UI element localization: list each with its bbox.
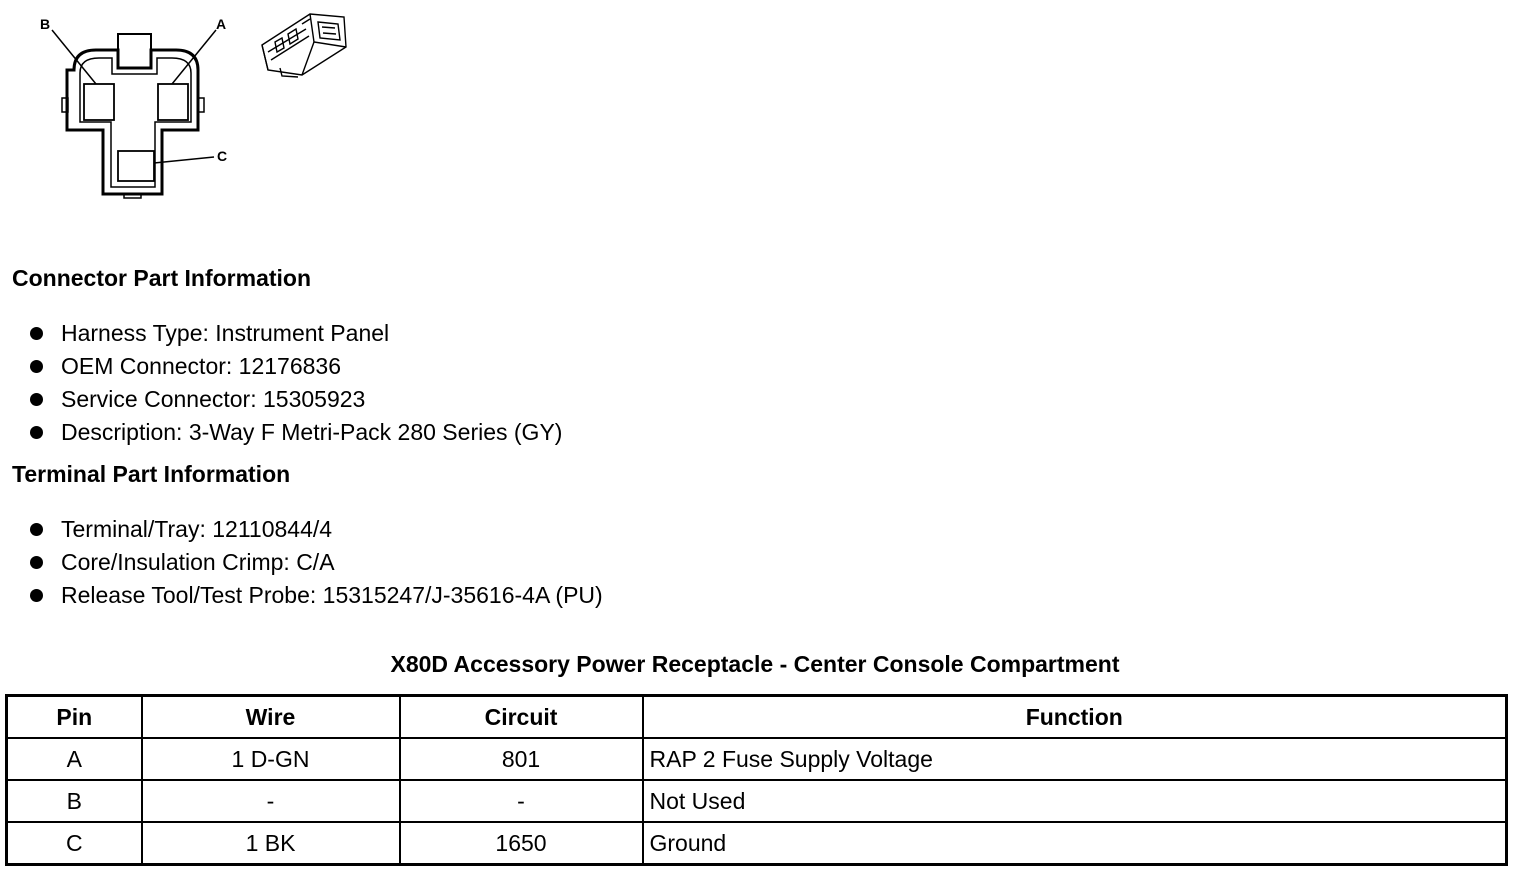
cell-circuit: 801 (400, 738, 643, 780)
cell-function: Not Used (643, 780, 1507, 822)
pin-label-c: C (217, 148, 228, 164)
list-item: Service Connector: 15305923 (30, 385, 562, 418)
connector-part-info-heading: Connector Part Information (12, 265, 312, 291)
cell-wire: 1 BK (142, 822, 400, 865)
list-item: OEM Connector: 12176836 (30, 352, 562, 385)
cell-circuit: - (400, 780, 643, 822)
table-row (7, 822, 1507, 865)
header-wire: Wire (142, 696, 400, 739)
connector-face-view (52, 30, 216, 198)
header-pin: Pin (7, 696, 142, 739)
table-title: X80D Accessory Power Receptacle - Center Console Compartment (390, 651, 1120, 677)
connector-part-info-list (30, 319, 562, 451)
terminal-part-info-heading: Terminal Part Information (12, 461, 291, 487)
cell-wire: - (142, 780, 400, 822)
table-row (7, 780, 1507, 822)
list-item: Terminal/Tray: 12110844/4 (30, 515, 603, 548)
cell-function: RAP 2 Fuse Supply Voltage (643, 738, 1507, 780)
list-item: Release Tool/Test Probe: 15315247/J-35616-4A (PU) (30, 581, 603, 614)
connector-3d-sketch (262, 14, 346, 77)
connector-diagram (0, 0, 370, 205)
header-function: Function (643, 696, 1507, 739)
cavity-b (84, 84, 114, 120)
cavity-c (118, 151, 154, 181)
table-header-row (7, 696, 1507, 739)
list-item: Harness Type: Instrument Panel (30, 319, 562, 352)
cell-pin: C (7, 822, 142, 865)
cell-pin: B (7, 780, 142, 822)
header-circuit: Circuit (400, 696, 643, 739)
cell-wire: 1 D-GN (142, 738, 400, 780)
list-item: Core/Insulation Crimp: C/A (30, 548, 603, 581)
pinout-table (5, 694, 1508, 866)
table-row (7, 738, 1507, 780)
list-item: Description: 3-Way F Metri-Pack 280 Series (GY) (30, 418, 562, 451)
cavity-a (158, 84, 188, 120)
cell-function: Ground (643, 822, 1507, 865)
pin-label-b: B (40, 16, 51, 32)
cell-pin: A (7, 738, 142, 780)
cell-circuit: 1650 (400, 822, 643, 865)
terminal-part-info-list (30, 515, 603, 614)
pin-label-a: A (216, 16, 227, 32)
